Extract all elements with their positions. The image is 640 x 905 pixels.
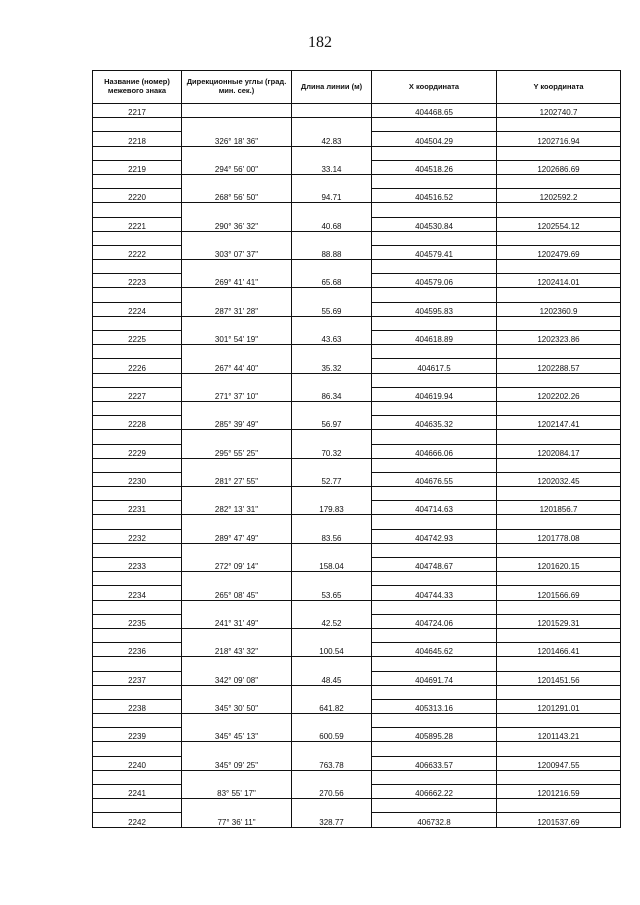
y-coordinate-spacer bbox=[497, 146, 621, 160]
point-name-spacer bbox=[93, 657, 182, 671]
y-coordinate-cell: 1202288.57 bbox=[497, 359, 621, 373]
y-coordinate-spacer bbox=[497, 543, 621, 557]
x-coordinate-cell: 404504.29 bbox=[372, 132, 497, 146]
y-coordinate-spacer bbox=[497, 685, 621, 699]
point-name-cell: 2233 bbox=[93, 558, 182, 572]
angle-cell: 271° 37' 10" bbox=[182, 373, 292, 401]
table-row bbox=[93, 316, 621, 330]
length-cell: 42.83 bbox=[292, 118, 372, 146]
table-row bbox=[93, 104, 621, 118]
y-coordinate-cell: 1201216.59 bbox=[497, 785, 621, 799]
y-coordinate-cell: 1202740.7 bbox=[497, 104, 621, 118]
angle-cell: 241° 31' 49" bbox=[182, 600, 292, 628]
y-coordinate-spacer bbox=[497, 458, 621, 472]
x-coordinate-cell: 404468.65 bbox=[372, 104, 497, 118]
y-coordinate-spacer bbox=[497, 515, 621, 529]
angle-cell: 285° 39' 49" bbox=[182, 401, 292, 429]
table-row bbox=[93, 118, 621, 132]
length-cell: 52.77 bbox=[292, 458, 372, 486]
point-name-spacer bbox=[93, 316, 182, 330]
point-name-spacer bbox=[93, 345, 182, 359]
x-coordinate-cell: 406732.8 bbox=[372, 813, 497, 827]
point-name-cell: 2219 bbox=[93, 160, 182, 174]
angle-cell: 281° 27' 55" bbox=[182, 458, 292, 486]
x-coordinate-cell: 404724.06 bbox=[372, 614, 497, 628]
y-coordinate-cell: 1201778.08 bbox=[497, 529, 621, 543]
y-coordinate-cell: 1201566.69 bbox=[497, 586, 621, 600]
y-coordinate-cell: 1202479.69 bbox=[497, 245, 621, 259]
y-coordinate-spacer bbox=[497, 600, 621, 614]
y-coordinate-spacer bbox=[497, 770, 621, 784]
table-row bbox=[93, 430, 621, 444]
table-row bbox=[93, 401, 621, 415]
x-coordinate-spacer bbox=[372, 373, 497, 387]
point-name-spacer bbox=[93, 628, 182, 642]
point-name-cell: 2227 bbox=[93, 387, 182, 401]
angle-cell: 290° 36' 32" bbox=[182, 203, 292, 231]
table-row bbox=[93, 515, 621, 529]
point-name-cell: 2222 bbox=[93, 245, 182, 259]
table-row bbox=[93, 742, 621, 756]
table-row bbox=[93, 799, 621, 813]
length-cell: 56.97 bbox=[292, 401, 372, 429]
y-coordinate-spacer bbox=[497, 118, 621, 132]
x-coordinate-spacer bbox=[372, 231, 497, 245]
table-row bbox=[93, 146, 621, 160]
header-angle: Дирекционные углы (град. мин. сек.) bbox=[182, 71, 292, 104]
angle-cell: 303° 07' 37" bbox=[182, 231, 292, 259]
y-coordinate-cell: 1201529.31 bbox=[497, 614, 621, 628]
table-body bbox=[93, 104, 621, 828]
x-coordinate-spacer bbox=[372, 203, 497, 217]
length-cell: 86.34 bbox=[292, 373, 372, 401]
x-coordinate-spacer bbox=[372, 657, 497, 671]
angle-cell: 294° 56' 00" bbox=[182, 146, 292, 174]
length-cell: 48.45 bbox=[292, 657, 372, 685]
table-row bbox=[93, 231, 621, 245]
angle-cell: 265° 08' 45" bbox=[182, 572, 292, 600]
x-coordinate-cell: 404714.63 bbox=[372, 501, 497, 515]
x-coordinate-spacer bbox=[372, 458, 497, 472]
length-cell: 55.69 bbox=[292, 288, 372, 316]
y-coordinate-cell: 1202323.86 bbox=[497, 331, 621, 345]
point-name-cell: 2241 bbox=[93, 785, 182, 799]
x-coordinate-cell: 406633.57 bbox=[372, 756, 497, 770]
x-coordinate-cell: 404518.26 bbox=[372, 160, 497, 174]
y-coordinate-spacer bbox=[497, 373, 621, 387]
y-coordinate-spacer bbox=[497, 657, 621, 671]
y-coordinate-spacer bbox=[497, 628, 621, 642]
length-cell: 763.78 bbox=[292, 742, 372, 770]
length-cell: 328.77 bbox=[292, 799, 372, 827]
length-cell: 40.68 bbox=[292, 203, 372, 231]
y-coordinate-cell: 1202147.41 bbox=[497, 416, 621, 430]
x-coordinate-cell: 404742.93 bbox=[372, 529, 497, 543]
x-coordinate-cell: 404579.41 bbox=[372, 245, 497, 259]
y-coordinate-spacer bbox=[497, 572, 621, 586]
page-number: 182 bbox=[308, 34, 332, 51]
table-header-row bbox=[93, 71, 621, 104]
y-coordinate-cell: 1202414.01 bbox=[497, 274, 621, 288]
point-name-spacer bbox=[93, 742, 182, 756]
header-length: Длина линии (м) bbox=[292, 71, 372, 104]
angle-cell: 295° 55' 25" bbox=[182, 430, 292, 458]
x-coordinate-cell: 404618.89 bbox=[372, 331, 497, 345]
y-coordinate-cell: 1202554.12 bbox=[497, 217, 621, 231]
point-name-spacer bbox=[93, 799, 182, 813]
x-coordinate-spacer bbox=[372, 543, 497, 557]
angle-cell: 272° 09' 14" bbox=[182, 543, 292, 571]
table-row bbox=[93, 458, 621, 472]
length-cell: 100.54 bbox=[292, 628, 372, 656]
x-coordinate-spacer bbox=[372, 628, 497, 642]
x-coordinate-spacer bbox=[372, 118, 497, 132]
point-name-cell: 2242 bbox=[93, 813, 182, 827]
angle-cell: 345° 45' 13" bbox=[182, 714, 292, 742]
x-coordinate-cell: 405313.16 bbox=[372, 699, 497, 713]
x-coordinate-cell: 404579.06 bbox=[372, 274, 497, 288]
angle-cell: 301° 54' 19" bbox=[182, 316, 292, 344]
point-name-spacer bbox=[93, 543, 182, 557]
y-coordinate-cell: 1202716.94 bbox=[497, 132, 621, 146]
angle-cell: 345° 09' 25" bbox=[182, 742, 292, 770]
point-name-cell: 2236 bbox=[93, 643, 182, 657]
point-name-cell: 2226 bbox=[93, 359, 182, 373]
x-coordinate-cell: 404617.5 bbox=[372, 359, 497, 373]
point-name-spacer bbox=[93, 203, 182, 217]
y-coordinate-cell: 1201143.21 bbox=[497, 728, 621, 742]
x-coordinate-cell: 404595.83 bbox=[372, 302, 497, 316]
y-coordinate-spacer bbox=[497, 742, 621, 756]
x-coordinate-spacer bbox=[372, 401, 497, 415]
x-coordinate-spacer bbox=[372, 430, 497, 444]
y-coordinate-spacer bbox=[497, 316, 621, 330]
table-row bbox=[93, 685, 621, 699]
point-name-cell: 2223 bbox=[93, 274, 182, 288]
table-row bbox=[93, 373, 621, 387]
point-name-cell: 2218 bbox=[93, 132, 182, 146]
angle-cell bbox=[182, 104, 292, 118]
angle-cell: 345° 30' 50" bbox=[182, 685, 292, 713]
y-coordinate-spacer bbox=[497, 174, 621, 188]
x-coordinate-cell: 404744.33 bbox=[372, 586, 497, 600]
point-name-spacer bbox=[93, 174, 182, 188]
length-cell: 70.32 bbox=[292, 430, 372, 458]
table-row bbox=[93, 203, 621, 217]
point-name-spacer bbox=[93, 118, 182, 132]
angle-cell: 268° 56' 50" bbox=[182, 174, 292, 202]
y-coordinate-cell: 1202686.69 bbox=[497, 160, 621, 174]
y-coordinate-spacer bbox=[497, 260, 621, 274]
length-cell: 88.88 bbox=[292, 231, 372, 259]
x-coordinate-spacer bbox=[372, 288, 497, 302]
point-name-spacer bbox=[93, 146, 182, 160]
angle-cell: 342° 09' 08" bbox=[182, 657, 292, 685]
length-cell: 83.56 bbox=[292, 515, 372, 543]
x-coordinate-cell: 404530.84 bbox=[372, 217, 497, 231]
length-cell: 65.68 bbox=[292, 260, 372, 288]
y-coordinate-cell: 1202202.26 bbox=[497, 387, 621, 401]
length-cell: 43.63 bbox=[292, 316, 372, 344]
length-cell: 35.32 bbox=[292, 345, 372, 373]
angle-cell: 83° 55' 17" bbox=[182, 770, 292, 798]
x-coordinate-spacer bbox=[372, 770, 497, 784]
y-coordinate-cell: 1202084.17 bbox=[497, 444, 621, 458]
header-y: Y координата bbox=[497, 71, 621, 104]
point-name-cell: 2237 bbox=[93, 671, 182, 685]
point-name-cell: 2221 bbox=[93, 217, 182, 231]
angle-cell: 282° 13' 31" bbox=[182, 487, 292, 515]
y-coordinate-cell: 1201537.69 bbox=[497, 813, 621, 827]
y-coordinate-cell: 1201620.15 bbox=[497, 558, 621, 572]
point-name-spacer bbox=[93, 600, 182, 614]
length-cell: 33.14 bbox=[292, 146, 372, 174]
y-coordinate-spacer bbox=[497, 231, 621, 245]
y-coordinate-spacer bbox=[497, 430, 621, 444]
point-name-spacer bbox=[93, 458, 182, 472]
x-coordinate-spacer bbox=[372, 316, 497, 330]
y-coordinate-spacer bbox=[497, 203, 621, 217]
x-coordinate-spacer bbox=[372, 572, 497, 586]
table-row bbox=[93, 487, 621, 501]
x-coordinate-cell: 404619.94 bbox=[372, 387, 497, 401]
point-name-cell: 2224 bbox=[93, 302, 182, 316]
x-coordinate-spacer bbox=[372, 174, 497, 188]
x-coordinate-cell: 404666.06 bbox=[372, 444, 497, 458]
point-name-spacer bbox=[93, 770, 182, 784]
length-cell: 94.71 bbox=[292, 174, 372, 202]
x-coordinate-spacer bbox=[372, 600, 497, 614]
angle-cell: 218° 43' 32" bbox=[182, 628, 292, 656]
table-row bbox=[93, 628, 621, 642]
header-name: Название (номер) межевого знака bbox=[93, 71, 182, 104]
x-coordinate-spacer bbox=[372, 260, 497, 274]
point-name-cell: 2240 bbox=[93, 756, 182, 770]
y-coordinate-spacer bbox=[497, 799, 621, 813]
x-coordinate-spacer bbox=[372, 685, 497, 699]
y-coordinate-spacer bbox=[497, 487, 621, 501]
angle-cell: 287° 31' 28" bbox=[182, 288, 292, 316]
boundary-coordinates-table bbox=[92, 70, 621, 828]
x-coordinate-cell: 404645.62 bbox=[372, 643, 497, 657]
table-row bbox=[93, 543, 621, 557]
angle-cell: 326° 18' 36" bbox=[182, 118, 292, 146]
point-name-cell: 2239 bbox=[93, 728, 182, 742]
length-cell: 179.83 bbox=[292, 487, 372, 515]
angle-cell: 289° 47' 49" bbox=[182, 515, 292, 543]
point-name-spacer bbox=[93, 401, 182, 415]
x-coordinate-spacer bbox=[372, 345, 497, 359]
x-coordinate-cell: 404748.67 bbox=[372, 558, 497, 572]
x-coordinate-cell: 404516.52 bbox=[372, 189, 497, 203]
x-coordinate-cell: 404676.55 bbox=[372, 472, 497, 486]
header-x: X координата bbox=[372, 71, 497, 104]
point-name-spacer bbox=[93, 231, 182, 245]
x-coordinate-spacer bbox=[372, 146, 497, 160]
angle-cell: 269° 41' 41" bbox=[182, 260, 292, 288]
point-name-spacer bbox=[93, 430, 182, 444]
point-name-cell: 2225 bbox=[93, 331, 182, 345]
point-name-cell: 2235 bbox=[93, 614, 182, 628]
x-coordinate-spacer bbox=[372, 515, 497, 529]
length-cell: 53.65 bbox=[292, 572, 372, 600]
y-coordinate-spacer bbox=[497, 401, 621, 415]
point-name-cell: 2217 bbox=[93, 104, 182, 118]
point-name-cell: 2230 bbox=[93, 472, 182, 486]
length-cell bbox=[292, 104, 372, 118]
length-cell: 641.82 bbox=[292, 685, 372, 713]
point-name-cell: 2228 bbox=[93, 416, 182, 430]
y-coordinate-cell: 1201451.56 bbox=[497, 671, 621, 685]
angle-cell: 77° 36' 11" bbox=[182, 799, 292, 827]
length-cell: 600.59 bbox=[292, 714, 372, 742]
point-name-cell: 2238 bbox=[93, 699, 182, 713]
length-cell: 270.56 bbox=[292, 770, 372, 798]
point-name-spacer bbox=[93, 685, 182, 699]
table-row bbox=[93, 174, 621, 188]
length-cell: 42.52 bbox=[292, 600, 372, 628]
y-coordinate-cell: 1201291.01 bbox=[497, 699, 621, 713]
y-coordinate-cell: 1202592.2 bbox=[497, 189, 621, 203]
table-row bbox=[93, 600, 621, 614]
table-row bbox=[93, 572, 621, 586]
x-coordinate-cell: 406662.22 bbox=[372, 785, 497, 799]
x-coordinate-spacer bbox=[372, 742, 497, 756]
y-coordinate-spacer bbox=[497, 288, 621, 302]
table-row bbox=[93, 345, 621, 359]
table-row bbox=[93, 288, 621, 302]
point-name-cell: 2234 bbox=[93, 586, 182, 600]
length-cell: 158.04 bbox=[292, 543, 372, 571]
point-name-spacer bbox=[93, 487, 182, 501]
y-coordinate-cell: 1202032.45 bbox=[497, 472, 621, 486]
x-coordinate-cell: 405895.28 bbox=[372, 728, 497, 742]
x-coordinate-cell: 404691.74 bbox=[372, 671, 497, 685]
x-coordinate-spacer bbox=[372, 714, 497, 728]
point-name-cell: 2232 bbox=[93, 529, 182, 543]
angle-cell: 267° 44' 40" bbox=[182, 345, 292, 373]
x-coordinate-spacer bbox=[372, 799, 497, 813]
table-row bbox=[93, 260, 621, 274]
y-coordinate-cell: 1201466.41 bbox=[497, 643, 621, 657]
y-coordinate-spacer bbox=[497, 714, 621, 728]
point-name-spacer bbox=[93, 260, 182, 274]
point-name-spacer bbox=[93, 714, 182, 728]
y-coordinate-cell: 1200947.55 bbox=[497, 756, 621, 770]
table-row bbox=[93, 714, 621, 728]
y-coordinate-cell: 1202360.9 bbox=[497, 302, 621, 316]
point-name-spacer bbox=[93, 288, 182, 302]
table-row bbox=[93, 657, 621, 671]
point-name-spacer bbox=[93, 373, 182, 387]
point-name-cell: 2231 bbox=[93, 501, 182, 515]
point-name-spacer bbox=[93, 572, 182, 586]
y-coordinate-spacer bbox=[497, 345, 621, 359]
table-row bbox=[93, 770, 621, 784]
y-coordinate-cell: 1201856.7 bbox=[497, 501, 621, 515]
x-coordinate-cell: 404635.32 bbox=[372, 416, 497, 430]
x-coordinate-spacer bbox=[372, 487, 497, 501]
point-name-cell: 2229 bbox=[93, 444, 182, 458]
point-name-cell: 2220 bbox=[93, 189, 182, 203]
point-name-spacer bbox=[93, 515, 182, 529]
